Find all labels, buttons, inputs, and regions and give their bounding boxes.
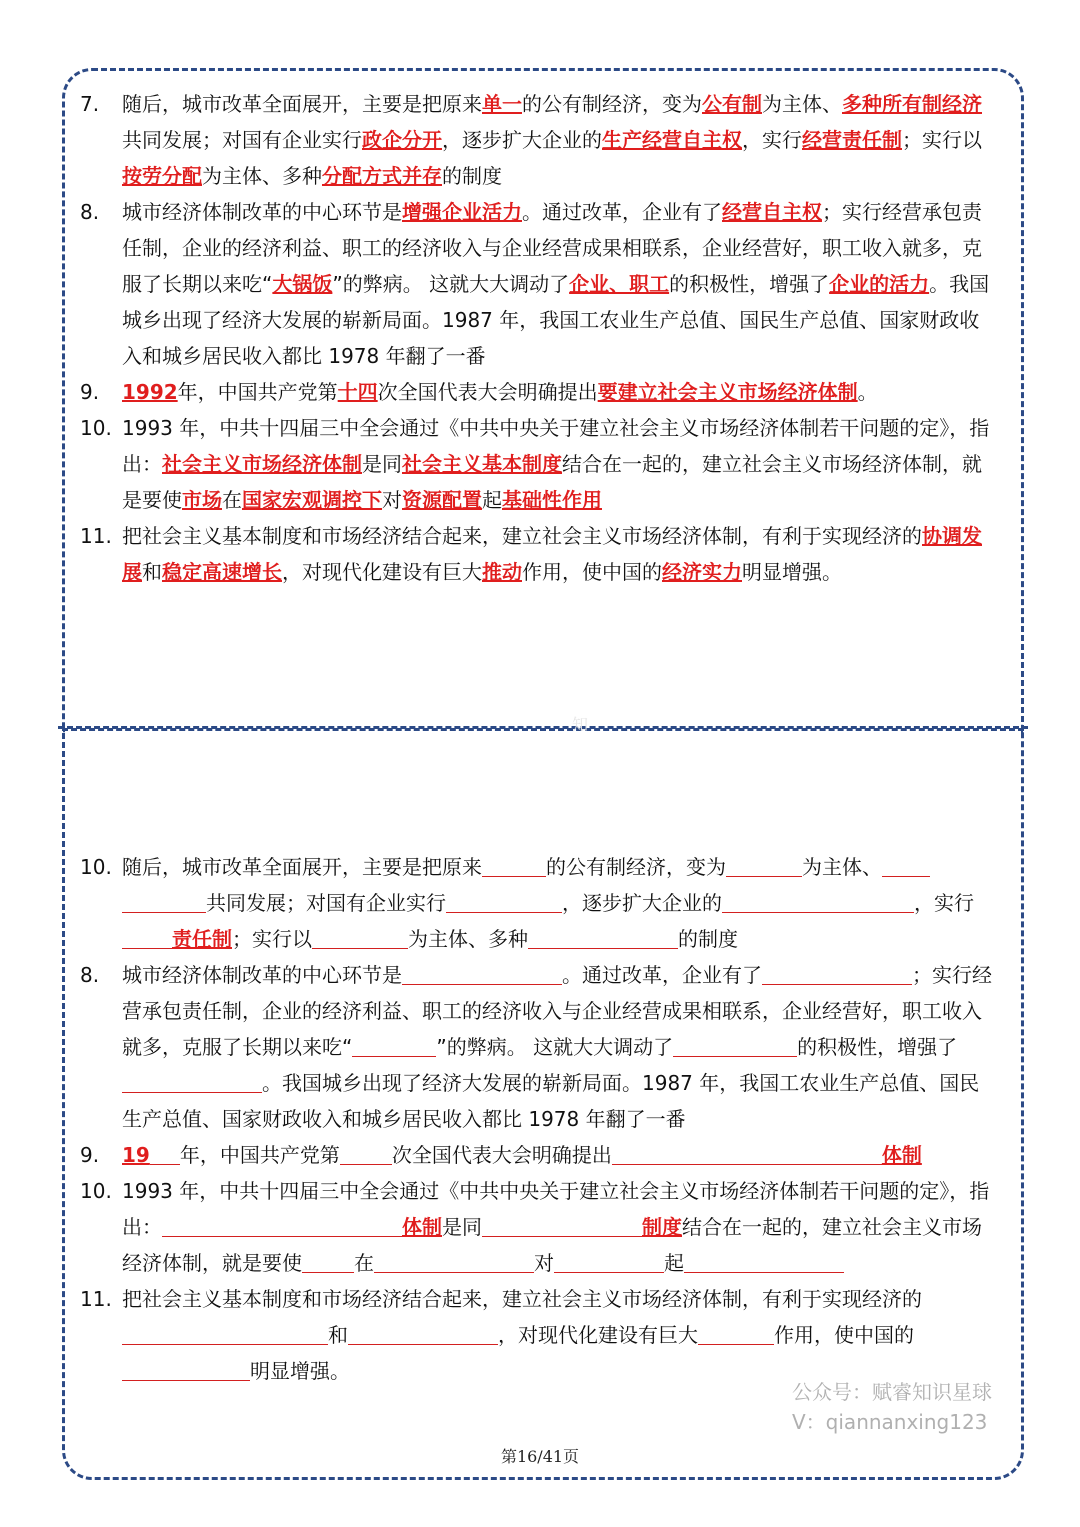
hint-keyword: 责任制 bbox=[172, 927, 232, 951]
answer-keyword: 社会主义基本制度 bbox=[402, 452, 562, 476]
exercise-item-11: 11. 把社会主义基本制度和市场经济结合起来，建立社会主义市场经济体制，有利于实现经济的和 ，对现代化建设有巨大 作用，使中国的明显增强。 bbox=[80, 1281, 998, 1389]
exercise-item-9: 9. 19 年，中国共产党第 次全国代表大会明确提出 体制 bbox=[80, 1137, 998, 1173]
center-watermark: 知 bbox=[572, 715, 589, 734]
blank-line[interactable] bbox=[726, 852, 802, 877]
blank-line[interactable] bbox=[482, 852, 546, 877]
hint-keyword: 制度 bbox=[642, 1215, 682, 1239]
blank-line[interactable] bbox=[150, 1140, 180, 1165]
item-number: 11. bbox=[80, 1287, 112, 1311]
answer-item-8: 8. 城市经济体制改革的中心环节是增强企业活力。通过改革，企业有了经营自主权；实行经营承包责任制，企业的经济利益、职工的经济收入与企业经营成果相联系，企业经营好，职工收入就多，克服了长期以来吃“大锅饭”的弊病。 这就大大调动了企业、职工的积极性，增强了企业的活力。我国城乡出现了经济大发展的崭新局面。1987 年，我国工农业生产总值、国民生产总值、国家财政收入和城乡居民收入都比 1978 年翻了一番 bbox=[80, 194, 998, 374]
answer-keyword: 社会主义市场经济体制 bbox=[162, 452, 362, 476]
item-number: 9. bbox=[80, 380, 100, 404]
blank-line[interactable] bbox=[612, 1140, 882, 1165]
answer-keyword: 政企分开 bbox=[362, 128, 442, 152]
hint-keyword: 体制 bbox=[881, 1143, 922, 1167]
answer-item-11: 11. 把社会主义基本制度和市场经济结合起来，建立社会主义市场经济体制，有利于实现经济的协调发展和稳定高速增长，对现代化建设有巨大推动作用，使中国的经济实力明显增强。 bbox=[80, 518, 998, 590]
answer-keyword: 增强企业活力 bbox=[402, 200, 522, 224]
answer-keyword: 基础性作用 bbox=[502, 488, 602, 512]
watermark-contact-id: V：qiannanxing123 bbox=[792, 1410, 988, 1434]
blank-line[interactable] bbox=[312, 924, 408, 949]
answer-keyword: 经济实力 bbox=[662, 560, 742, 584]
answer-item-9: 9. 1992年，中国共产党第十四次全国代表大会明确提出要建立社会主义市场经济体制。 bbox=[80, 374, 998, 410]
exercise-item-8: 8. 城市经济体制改革的中心环节是 。通过改革，企业有了 ；实行经营承包责任制，企业的经济利益、职工的经济收入与企业经营成果相联系，企业经营好，职工收入就多，克服了长期以来吃“ ”的弊病。 这就大大调动了 的积极性，增强了。我国城乡出现了经济大发展的崭新局面。1987 年，我国工农业生产总值、国民生产总值、国家财政收入和城乡居民收入都比 1978 年翻了一番 bbox=[80, 957, 998, 1137]
answer-keyword: 经营责任制 bbox=[802, 128, 902, 152]
blank-line[interactable] bbox=[340, 1140, 392, 1165]
answer-keyword: 协调发展 bbox=[122, 524, 982, 584]
answer-keyword: 多种所有制经济 bbox=[842, 92, 982, 116]
answer-keyword: 企业、职工 bbox=[569, 272, 670, 296]
answer-keyword: 稳定高速增长 bbox=[162, 560, 282, 584]
answer-keyword: 1992 bbox=[122, 380, 178, 404]
item-number: 9. bbox=[80, 1143, 100, 1167]
blank-line[interactable] bbox=[554, 1248, 664, 1273]
answer-section bbox=[80, 86, 998, 590]
answer-item-10: 10. 1993 年，中共十四届三中全会通过《中共中央关于建立社会主义市场经济体制若干问题的定》，指出：社会主义市场经济体制是同社会主义基本制度结合在一起的，建立社会主义市场经济体制，就是要使市场在国家宏观调控下对资源配置起基础性作用 bbox=[80, 410, 998, 518]
answer-keyword: 企业的活力 bbox=[829, 272, 930, 296]
item-number: 11. bbox=[80, 524, 112, 548]
section-divider bbox=[58, 726, 1028, 729]
blank-line[interactable] bbox=[722, 888, 914, 913]
item-number: 10. bbox=[80, 1179, 112, 1203]
item-number: 8. bbox=[80, 963, 100, 987]
blank-line[interactable] bbox=[162, 1212, 402, 1237]
page-number: 第16/41页 bbox=[500, 1447, 580, 1466]
blank-line[interactable] bbox=[528, 924, 678, 949]
hint-keyword: 19 bbox=[122, 1143, 150, 1167]
answer-keyword: 市场 bbox=[182, 488, 222, 512]
item-number: 7. bbox=[80, 92, 100, 116]
exercise-item-7: 10. 随后，城市改革全面展开，主要是把原来 的公有制经济，变为 为主体、共同发展；对国有企业实行 ，逐步扩大企业的 ，实行责任制；实行以 为主体、多种 的制度 bbox=[80, 849, 998, 957]
answer-keyword: 资源配置 bbox=[402, 488, 482, 512]
answer-keyword: 国家宏观调控下 bbox=[242, 488, 382, 512]
account-watermark bbox=[792, 1377, 992, 1437]
blank-line[interactable] bbox=[402, 960, 562, 985]
blank-line[interactable] bbox=[698, 1320, 774, 1345]
blank-line[interactable] bbox=[374, 1248, 534, 1273]
item-number: 10. bbox=[80, 855, 112, 879]
exercise-section bbox=[80, 849, 998, 1389]
answer-keyword: 单一 bbox=[482, 92, 522, 116]
blank-line[interactable] bbox=[673, 1032, 797, 1057]
answer-keyword: 十四 bbox=[337, 380, 378, 404]
exercise-item-10: 10. 1993 年，中共十四届三中全会通过《中共中央关于建立社会主义市场经济体制若干问题的定》，指出： 体制是同 制度结合在一起的，建立社会主义市场经济体制，就是要使 在 对 起 bbox=[80, 1173, 998, 1281]
blank-line[interactable] bbox=[684, 1248, 844, 1273]
blank-line[interactable] bbox=[762, 960, 912, 985]
blank-line[interactable] bbox=[348, 1320, 498, 1345]
answer-item-7: 7. 随后，城市改革全面展开，主要是把原来单一的公有制经济，变为公有制为主体、多种所有制经济共同发展；对国有企业实行政企分开，逐步扩大企业的生产经营自主权，实行经营责任制；实行以按劳分配为主体、多种分配方式并存的制度 bbox=[80, 86, 998, 194]
answer-keyword: 按劳分配 bbox=[122, 164, 202, 188]
answer-keyword: 要建立社会主义市场经济体制 bbox=[597, 380, 858, 404]
blank-line[interactable] bbox=[122, 888, 206, 913]
blank-line[interactable] bbox=[302, 1248, 354, 1273]
answer-keyword: 生产经营自主权 bbox=[602, 128, 742, 152]
blank-line[interactable] bbox=[122, 1068, 262, 1093]
blank-line[interactable] bbox=[122, 1320, 328, 1345]
answer-keyword: 大锅饭 bbox=[272, 272, 333, 296]
answer-keyword: 推动 bbox=[482, 560, 522, 584]
blank-line[interactable] bbox=[122, 924, 172, 949]
blank-line[interactable] bbox=[352, 1032, 436, 1057]
item-number: 8. bbox=[80, 200, 100, 224]
answer-keyword: 公有制 bbox=[702, 92, 762, 116]
answer-keyword: 经营自主权 bbox=[722, 200, 822, 224]
watermark-account-name: 公众号：赋睿知识星球 bbox=[792, 1380, 992, 1404]
answer-keyword: 分配方式并存 bbox=[322, 164, 442, 188]
item-number: 10. bbox=[80, 416, 112, 440]
blank-line[interactable] bbox=[482, 1212, 642, 1237]
blank-line[interactable] bbox=[882, 852, 930, 877]
blank-line[interactable] bbox=[446, 888, 562, 913]
blank-line[interactable] bbox=[122, 1356, 250, 1381]
hint-keyword: 体制 bbox=[402, 1215, 442, 1239]
